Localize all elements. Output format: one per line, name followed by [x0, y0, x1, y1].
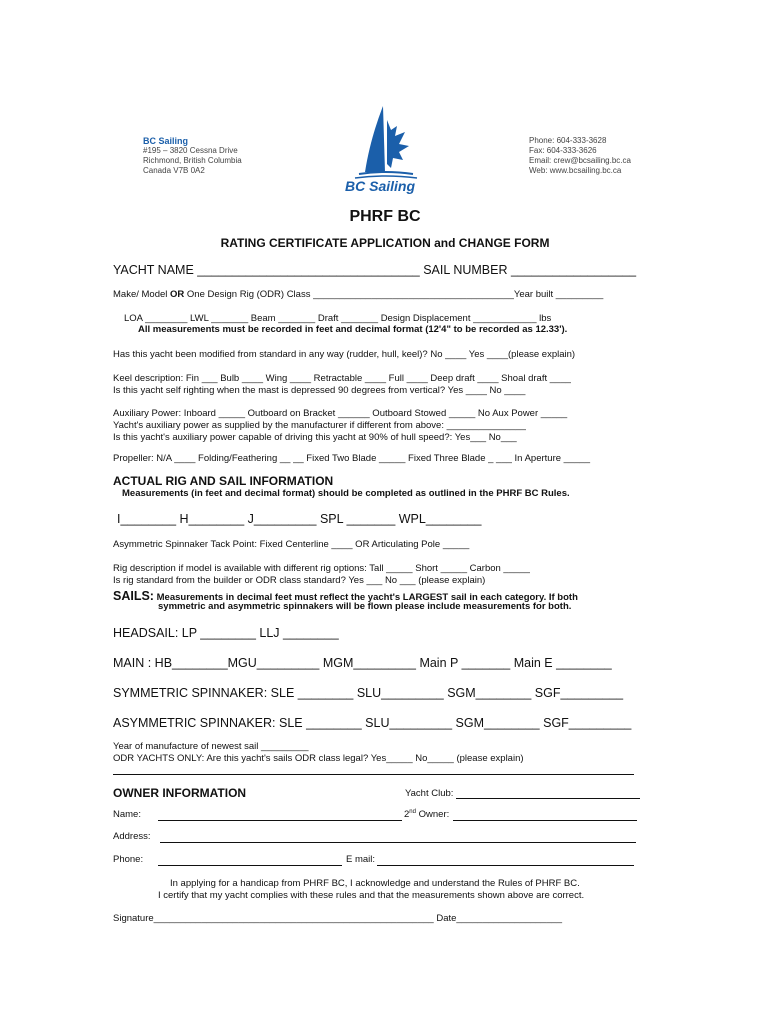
odr-class-year-built: One Design Rig (ODR) Class ______________________________________Year built _________: [184, 289, 604, 300]
yacht-name-sail-number-line[interactable]: YACHT NAME ________________________________ SAIL NUMBER __________________: [113, 263, 637, 277]
phone-field[interactable]: [158, 865, 342, 866]
sails-note-line-1: Measurements in decimal feet must reflect the yacht's LARGEST sail in each category. If both: [153, 592, 578, 603]
make-model-line[interactable]: [113, 289, 603, 300]
page-title: PHRF BC: [349, 208, 421, 225]
address-line-3: Canada V7B 0A2: [143, 166, 205, 175]
acknowledgement-line-2: I certify that my yacht complies with these rules and that the measurements shown above are correct.: [158, 890, 585, 901]
email-label: E mail:: [346, 854, 376, 865]
logo-text: BC Sailing: [345, 178, 416, 194]
year-manufacture-line[interactable]: Year of manufacture of newest sail _________: [113, 741, 309, 752]
email-field[interactable]: [377, 865, 634, 866]
org-address: [143, 136, 242, 176]
modified-question[interactable]: Has this yacht been modified from standard in any way (rudder, hull, keel)? No ____ Yes ____(please explain): [113, 349, 576, 360]
name-field[interactable]: [158, 820, 402, 821]
address-line-1: #195 – 3820 Cessna Drive: [143, 146, 238, 155]
acknowledgement-line-1: In applying for a handicap from PHRF BC, I acknowledge and understand the Rules of PHRF BC.: [170, 878, 580, 889]
or-label: OR: [170, 289, 185, 300]
sails-label: SAILS:: [113, 589, 154, 603]
phone-number: Phone: 604-333-3628: [529, 136, 607, 145]
email-address: Email: crew@bcsailing.bc.ca: [529, 156, 631, 165]
yacht-club-field[interactable]: [456, 798, 640, 799]
auxiliary-power-line[interactable]: Auxiliary Power: Inboard _____ Outboard on Bracket ______ Outboard Stowed _____ No Aux Power _____: [113, 408, 568, 419]
spinnaker-tack-point[interactable]: Asymmetric Spinnaker Tack Point: Fixed Centerline ____ OR Articulating Pole _____: [113, 539, 470, 550]
contact-info: [529, 136, 631, 176]
address-label: Address:: [113, 831, 151, 842]
phone-label: Phone:: [113, 854, 144, 865]
second-owner-field[interactable]: [453, 820, 637, 821]
symmetric-spinnaker-line[interactable]: SYMMETRIC SPINNAKER: SLE ________ SLU_________ SGM________ SGF_________: [113, 686, 624, 700]
bc-sailing-logo: [345, 102, 425, 198]
odr-only-question[interactable]: ODR YACHTS ONLY: Are this yacht's sails ODR class legal? Yes_____ No_____ (please explain): [113, 753, 524, 764]
fax-number: Fax: 604-333-3626: [529, 146, 597, 155]
rig-description-line[interactable]: Rig description if model is available with different rig options: Tall _____ Short _____ Carbon _____: [113, 563, 530, 574]
signature-date-line[interactable]: Signature_____________________________________________________ Date____________________: [113, 913, 563, 924]
keel-description[interactable]: Keel description: Fin ___ Bulb ____ Wing ____ Retractable ____ Full ____ Deep draft ____ Shoal draft ____: [113, 373, 571, 384]
measurement-note: All measurements must be recorded in feet and decimal format (12'4" to be recorded as 12.33').: [138, 324, 568, 335]
org-name: BC Sailing: [143, 136, 189, 146]
rig-measurement-note: Measurements (in feet and decimal format) should be completed as outlined in the PHRF BC Rules.: [122, 488, 570, 499]
address-line-2: Richmond, British Columbia: [143, 156, 242, 165]
page-subtitle: RATING CERTIFICATE APPLICATION and CHANGE FORM: [220, 236, 550, 250]
address-field[interactable]: [160, 842, 636, 843]
propeller-line[interactable]: Propeller: N/A ____ Folding/Feathering __ __ Fixed Two Blade _____ Fixed Three Blade _ ___ In Aperture _____: [113, 453, 591, 464]
self-righting-question[interactable]: Is this yacht self righting when the mast is depressed 90 degrees from vertical? Yes ____ No ____: [113, 385, 526, 396]
web-address: Web: www.bcsailing.bc.ca: [529, 166, 622, 175]
owner-section-heading: OWNER INFORMATION: [113, 786, 247, 800]
headsail-line[interactable]: HEADSAIL: LP ________ LLJ ________: [113, 626, 339, 640]
sails-note-line-2: symmetric and asymmetric spinnakers will be flown please include measurements for both.: [158, 601, 572, 612]
sailboat-logo-icon: [345, 102, 425, 182]
section-divider: [113, 774, 634, 775]
dimensions-line[interactable]: LOA ________ LWL _______ Beam _______ Draft _______ Design Displacement ____________ lbs: [124, 313, 552, 324]
rig-measurements-line[interactable]: I________ H________ J_________ SPL _______ WPL________: [117, 512, 482, 526]
aux-supplied-line[interactable]: Yacht's auxiliary power as supplied by the manufacturer if different from above: _______________: [113, 420, 526, 431]
yacht-club-label: Yacht Club:: [405, 788, 454, 799]
rig-section-heading: ACTUAL RIG AND SAIL INFORMATION: [113, 474, 334, 488]
make-model-label: Make/ Model: [113, 289, 171, 300]
main-sail-line[interactable]: MAIN : HB________MGU_________ MGM_________ Main P _______ Main E ________: [113, 656, 612, 670]
second-owner-label: 2nd Owner:: [404, 809, 450, 821]
rig-standard-question[interactable]: Is rig standard from the builder or ODR class standard? Yes ___ No ___ (please explain): [113, 575, 486, 586]
asymmetric-spinnaker-line[interactable]: ASYMMETRIC SPINNAKER: SLE ________ SLU_________ SGM________ SGF_________: [113, 716, 632, 730]
name-label: Name:: [113, 809, 141, 820]
aux-capable-question[interactable]: Is this yacht's auxiliary power capable of driving this yacht at 90% of hull speed?: Yes___ No___: [113, 432, 517, 443]
